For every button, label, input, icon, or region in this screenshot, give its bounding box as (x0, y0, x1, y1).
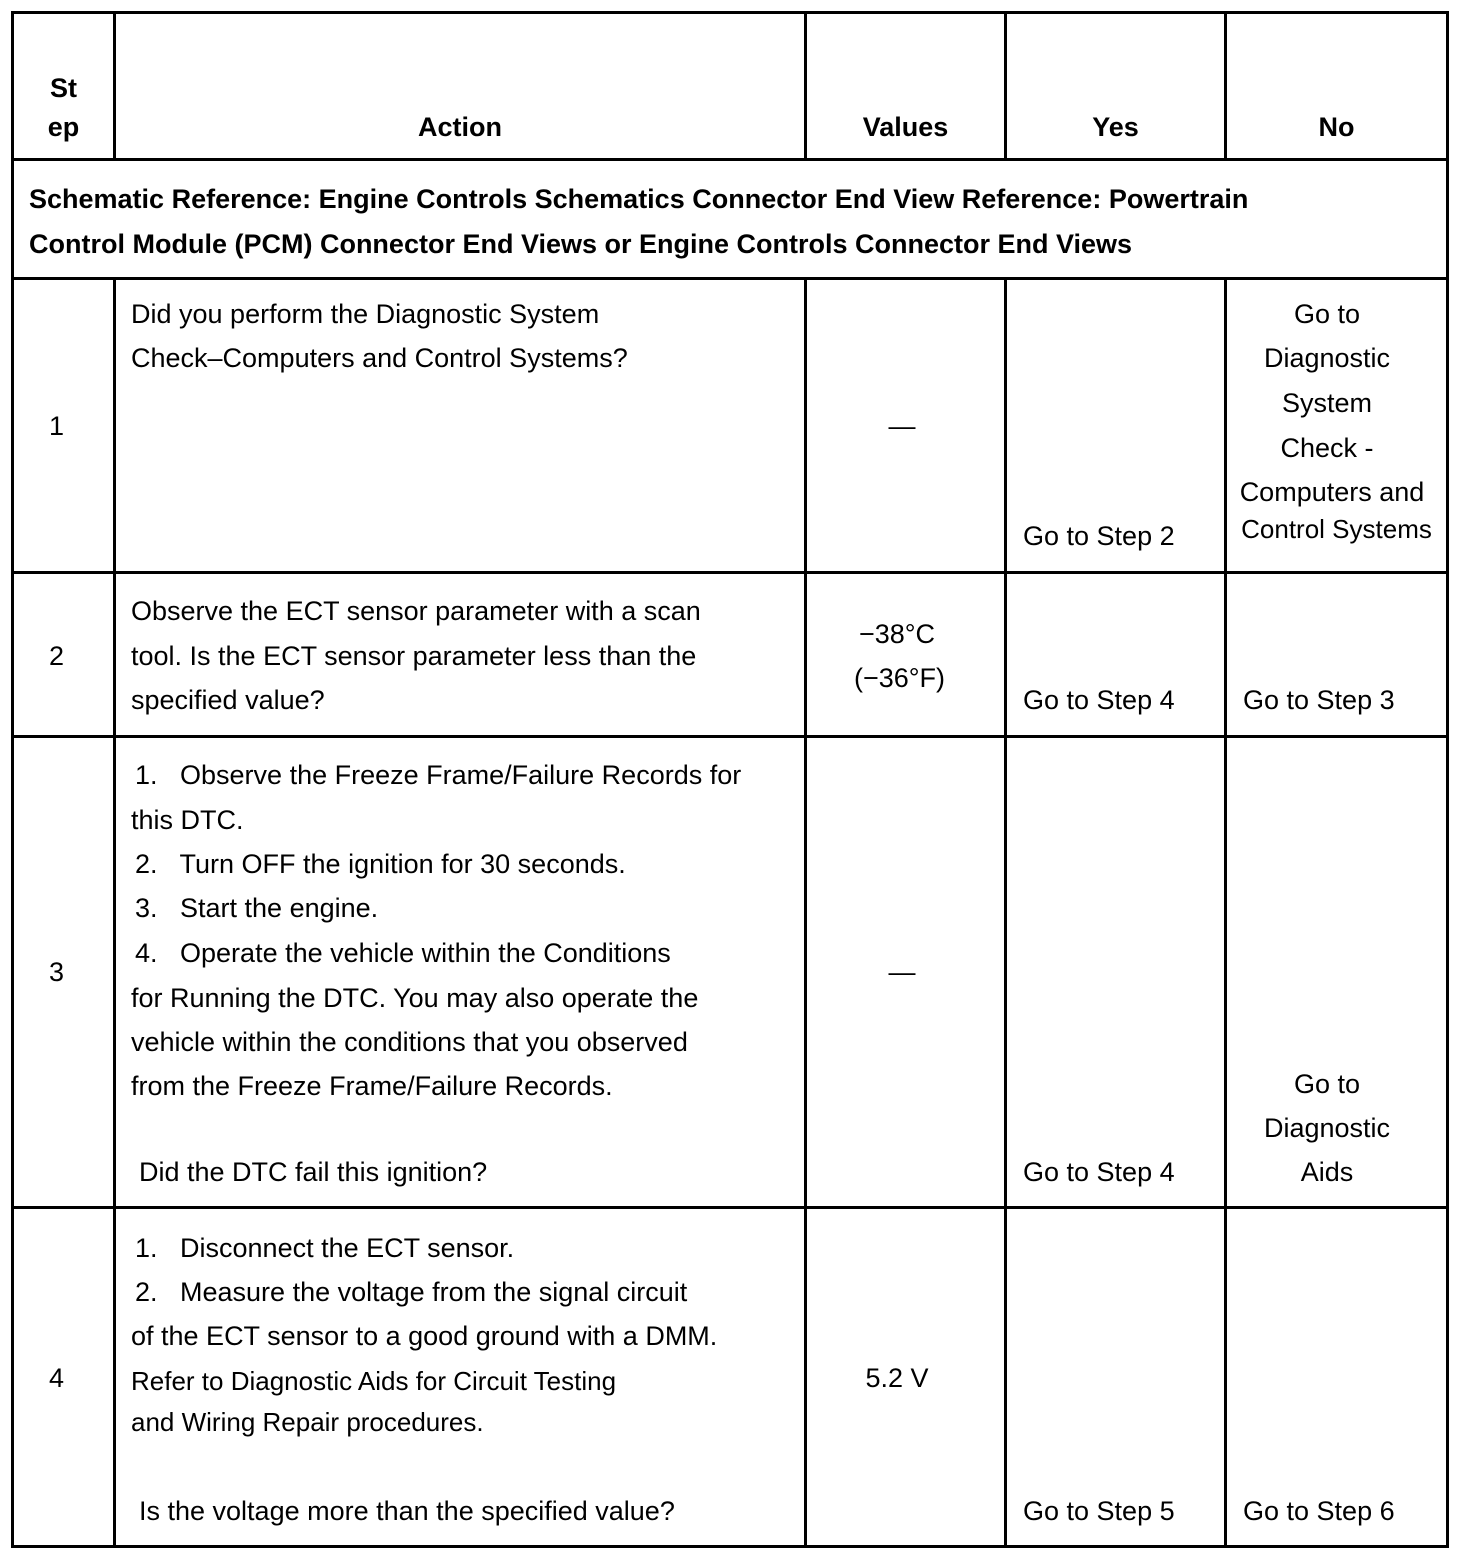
row-3-action-line: Did the DTC fail this ignition? (139, 1157, 488, 1187)
row-3-yes: Go to Step 4 (1023, 1157, 1175, 1187)
table-border-top (11, 11, 1449, 14)
row-1-no-line: Go to (1293, 299, 1361, 329)
row-4-action-line: of the ECT sensor to a good ground with a DMM. (131, 1321, 718, 1351)
row-3-value: — (888, 957, 916, 987)
row-1-action-line: Check–Computers and Control Systems? (131, 343, 628, 373)
header-action: Action (418, 112, 502, 142)
row-2-value-line: −38°C (858, 619, 936, 649)
row-4-value: 5.2 V (865, 1363, 929, 1393)
row-1-divider (11, 571, 1449, 574)
row-2-step: 2 (48, 641, 65, 671)
header-step-line1: St (50, 73, 77, 103)
row-3-action-line: 3. Start the engine. (135, 893, 379, 923)
row-3-action-line: for Running the DTC. You may also operate the (131, 983, 699, 1013)
row-4-action-line: Refer to Diagnostic Aids for Circuit Testing (131, 1366, 617, 1396)
row-4-yes: Go to Step 5 (1023, 1496, 1175, 1526)
row-1-action-line: Did you perform the Diagnostic System (131, 299, 600, 329)
row-2-value-line: (−36°F) (853, 663, 946, 693)
row-3-divider (11, 1206, 1449, 1209)
row-3-action-line: 4. Operate the vehicle within the Conditions (135, 938, 671, 968)
col-divider-step (113, 277, 116, 1548)
schematic-reference-line2: Control Module (PCM) Connector End Views or Engine Controls Connector End Views (29, 229, 1133, 259)
row-4-action-line: 1. Disconnect the ECT sensor. (135, 1233, 515, 1263)
row-3-action-line: 2. Turn OFF the ignition for 30 seconds. (135, 849, 626, 879)
header-no: No (1318, 112, 1355, 142)
row-4-action-line: Is the voltage more than the specified value? (139, 1496, 675, 1526)
row-3-no-line: Aids (1300, 1157, 1354, 1187)
table-border-bottom (11, 1545, 1449, 1548)
table-border-left (11, 11, 14, 1548)
row-4-action-line: 2. Measure the voltage from the signal circuit (135, 1277, 688, 1307)
row-4-step: 4 (48, 1363, 65, 1393)
reference-divider (11, 277, 1449, 280)
col-divider-values (1004, 277, 1007, 1548)
schematic-reference-line1: Schematic Reference: Engine Controls Schematics Connector End View Reference: Powertrain (29, 184, 1249, 214)
header-values: Values (862, 112, 949, 142)
row-1-yes: Go to Step 2 (1023, 521, 1175, 551)
row-2-action-line: Observe the ECT sensor parameter with a scan (131, 596, 701, 626)
row-2-yes: Go to Step 4 (1023, 685, 1175, 715)
table-border-right (1446, 11, 1449, 1548)
header-divider (11, 158, 1449, 161)
row-3-action-line: this DTC. (131, 805, 244, 835)
header-step-line2: ep (47, 112, 80, 142)
row-3-action-line: 1. Observe the Freeze Frame/Failure Records for (135, 760, 742, 790)
row-2-action-line: specified value? (131, 685, 325, 715)
row-3-step: 3 (48, 957, 65, 987)
row-1-no-line: Computers and (1239, 477, 1425, 507)
row-1-no-line: System (1281, 388, 1373, 418)
row-2-divider (11, 735, 1449, 738)
row-3-no-line: Go to (1293, 1069, 1361, 1099)
row-1-value: — (888, 411, 916, 441)
row-1-no-line: Diagnostic (1263, 343, 1391, 373)
row-2-action-line: tool. Is the ECT sensor parameter less than the (131, 641, 697, 671)
row-1-step: 1 (48, 411, 65, 441)
row-3-action-line: from the Freeze Frame/Failure Records. (131, 1071, 613, 1101)
row-4-no: Go to Step 6 (1243, 1496, 1395, 1526)
row-2-no: Go to Step 3 (1243, 685, 1395, 715)
row-4-action-line: and Wiring Repair procedures. (131, 1407, 484, 1437)
row-3-no-line: Diagnostic (1263, 1113, 1391, 1143)
header-yes: Yes (1092, 112, 1139, 142)
row-1-no-line: Control Systems (1241, 514, 1432, 544)
col-divider-yes (1224, 277, 1227, 1548)
row-1-no-line: Check - (1280, 433, 1374, 463)
row-3-action-line: vehicle within the conditions that you observed (131, 1027, 688, 1057)
col-divider-action (804, 277, 807, 1548)
